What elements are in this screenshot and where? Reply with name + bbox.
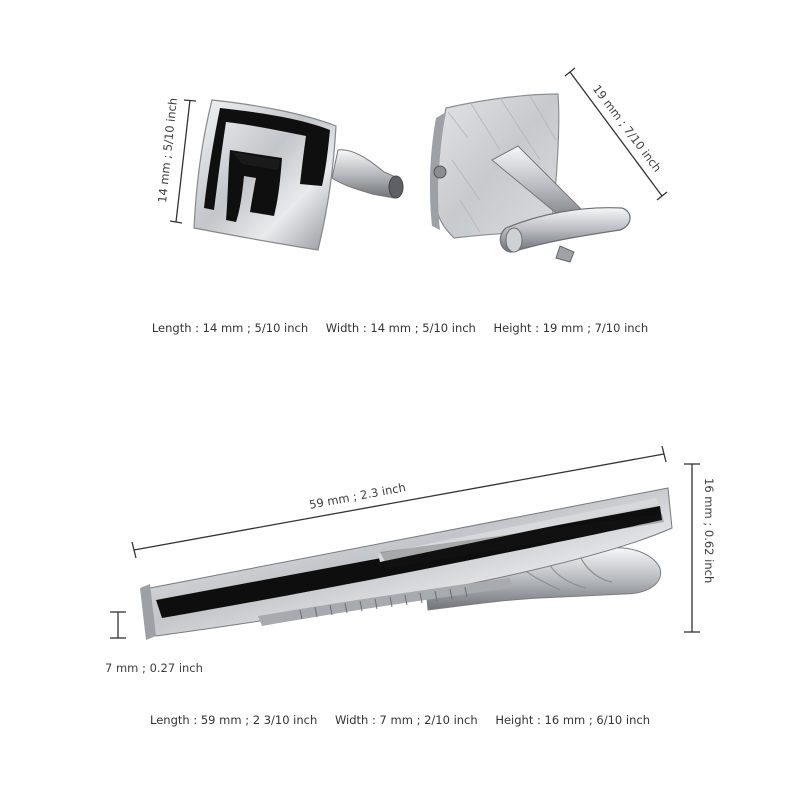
cufflink-specs bbox=[0, 321, 800, 335]
cufflink-length-spec: Length : 14 mm ; 5/10 inch bbox=[151, 321, 309, 335]
cufflink-height-dimension-label: 19 mm ; 7/10 inch bbox=[589, 82, 665, 175]
cufflink-height-spec: Height : 19 mm ; 7/10 inch bbox=[493, 321, 649, 335]
cufflink-front bbox=[194, 100, 403, 250]
tie-clip-length-dimension-label: 59 mm ; 2.3 inch bbox=[308, 480, 407, 512]
tie-clip-length-spec: Length : 59 mm ; 2 3/10 inch bbox=[150, 713, 318, 727]
tie-clip-specs bbox=[0, 713, 800, 727]
tie-clip-height-spec: Height : 16 mm ; 6/10 inch bbox=[495, 713, 650, 727]
tie-clip bbox=[140, 488, 672, 640]
cufflink-back bbox=[430, 94, 630, 262]
tie-clip-width-dimension-label: 7 mm ; 0.27 inch bbox=[105, 661, 203, 675]
cufflink-side-dimension-label: 14 mm ; 5/10 inch bbox=[155, 97, 180, 204]
tie-clip-height-dimension-label: 16 mm ; 0.62 inch bbox=[702, 478, 716, 584]
tie-clip-width-spec: Width : 7 mm ; 2/10 inch bbox=[334, 713, 478, 727]
cufflink-width-spec: Width : 14 mm ; 5/10 inch bbox=[325, 321, 476, 335]
